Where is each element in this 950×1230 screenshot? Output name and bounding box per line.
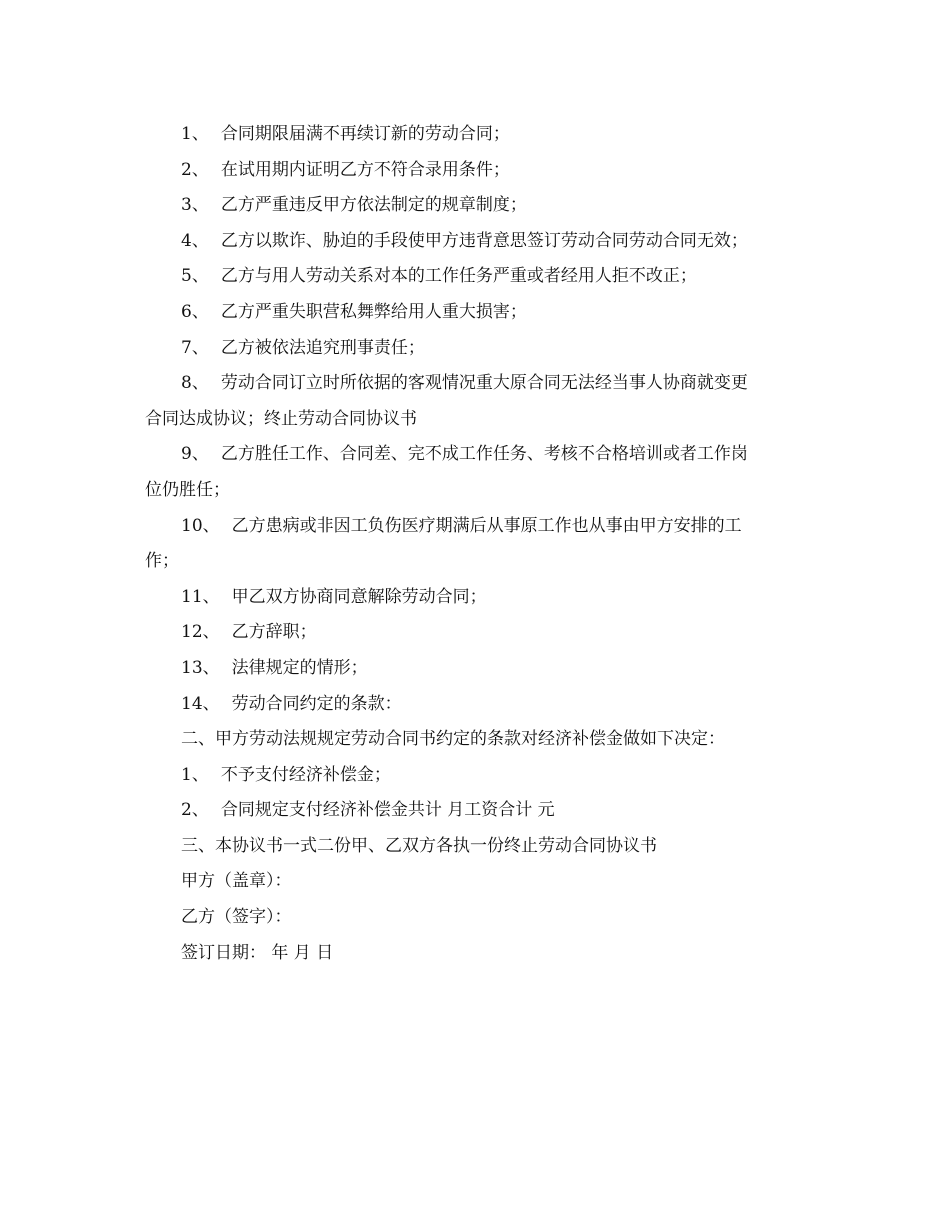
- item-text: 乙方与用人劳动关系对本的工作任务严重或者经用人拒不改正；: [220, 266, 697, 287]
- section-heading: [145, 722, 810, 758]
- item-text: 作；: [145, 551, 179, 572]
- item-number: 10、: [181, 515, 220, 536]
- item-number: 6、: [181, 301, 209, 322]
- item-text: 不予支付经济补偿金；: [220, 764, 391, 785]
- item-text: 劳动合同约定的条款：: [231, 693, 402, 714]
- item-text: 二、甲方劳动法规规定劳动合同书约定的条款对经济补偿金做如下决定：: [181, 729, 725, 750]
- item-number: 13、: [181, 657, 220, 678]
- item-text: 合同期限届满不再续订新的劳动合同；: [220, 124, 510, 144]
- item-text: 乙方胜任工作、合同差、完不成工作任务、考核不合格培训或者工作岗: [220, 444, 748, 465]
- item-number: 1、: [181, 764, 209, 785]
- item-number: 12、: [181, 622, 220, 643]
- doc-line: [145, 224, 810, 260]
- doc-line: [145, 295, 810, 331]
- doc-line: [145, 687, 810, 723]
- signing-date: [145, 936, 810, 972]
- doc-line-continuation: [145, 473, 810, 509]
- item-number: 2、: [181, 800, 209, 821]
- item-text: 乙方（签字）：: [181, 907, 292, 928]
- doc-line: [145, 615, 810, 651]
- item-number: 8、: [181, 373, 209, 394]
- item-number: 4、: [181, 230, 209, 251]
- item-number: 11、: [181, 586, 220, 607]
- item-text: 签订日期： 年 月 日: [181, 942, 334, 963]
- doc-line: [145, 509, 810, 545]
- item-number: 2、: [181, 159, 209, 180]
- item-text: 合同达成协议；终止劳动合同协议书: [145, 408, 417, 429]
- doc-line: [145, 188, 810, 224]
- doc-line: [145, 651, 810, 687]
- item-number: 7、: [181, 337, 209, 358]
- doc-line: [145, 580, 810, 616]
- item-number: 9、: [181, 444, 209, 465]
- item-text: 在试用期内证明乙方不符合录用条件；: [220, 159, 510, 180]
- item-number: 5、: [181, 266, 209, 287]
- item-number: 3、: [181, 195, 209, 216]
- doc-line-continuation: [145, 402, 810, 438]
- doc-line: [145, 331, 810, 367]
- doc-line-continuation: [145, 544, 810, 580]
- signature-party-a: [145, 864, 810, 900]
- doc-line: [145, 437, 810, 473]
- item-text: 乙方以欺诈、胁迫的手段使甲方违背意思签订劳动合同劳动合同无效；: [220, 230, 748, 251]
- section-heading: [145, 829, 810, 865]
- item-text: 甲乙双方协商同意解除劳动合同；: [231, 586, 487, 607]
- doc-line: [145, 758, 810, 794]
- item-text: 位仍胜任；: [145, 479, 230, 500]
- item-text: 乙方辞职；: [231, 622, 317, 643]
- doc-line: [145, 793, 810, 829]
- item-text: 乙方患病或非因工负伤医疗期满后从事原工作也从事由甲方安排的工: [231, 515, 742, 536]
- item-text: 合同规定支付经济补偿金共计 月工资合计 元: [220, 800, 555, 821]
- item-text: 法律规定的情形；: [231, 657, 368, 678]
- doc-line: [145, 153, 810, 189]
- signature-party-b: [145, 900, 810, 936]
- item-text: 乙方严重失职营私舞弊给用人重大损害；: [220, 301, 527, 322]
- item-text: 甲方（盖章）：: [181, 871, 292, 892]
- document-body: [145, 117, 810, 971]
- item-number: 1、: [181, 124, 209, 144]
- doc-line: [145, 259, 810, 295]
- item-number: 14、: [181, 693, 220, 714]
- item-text: 劳动合同订立时所依据的客观情况重大原合同无法经当事人协商就变更: [220, 373, 748, 394]
- item-text: 乙方严重违反甲方依法制定的规章制度；: [220, 195, 527, 216]
- item-text: 乙方被依法追究刑事责任；: [220, 337, 425, 358]
- doc-line: [145, 366, 810, 402]
- doc-line: [145, 117, 810, 153]
- item-text: 三、本协议书一式二份甲、乙双方各执一份终止劳动合同协议书: [181, 835, 657, 856]
